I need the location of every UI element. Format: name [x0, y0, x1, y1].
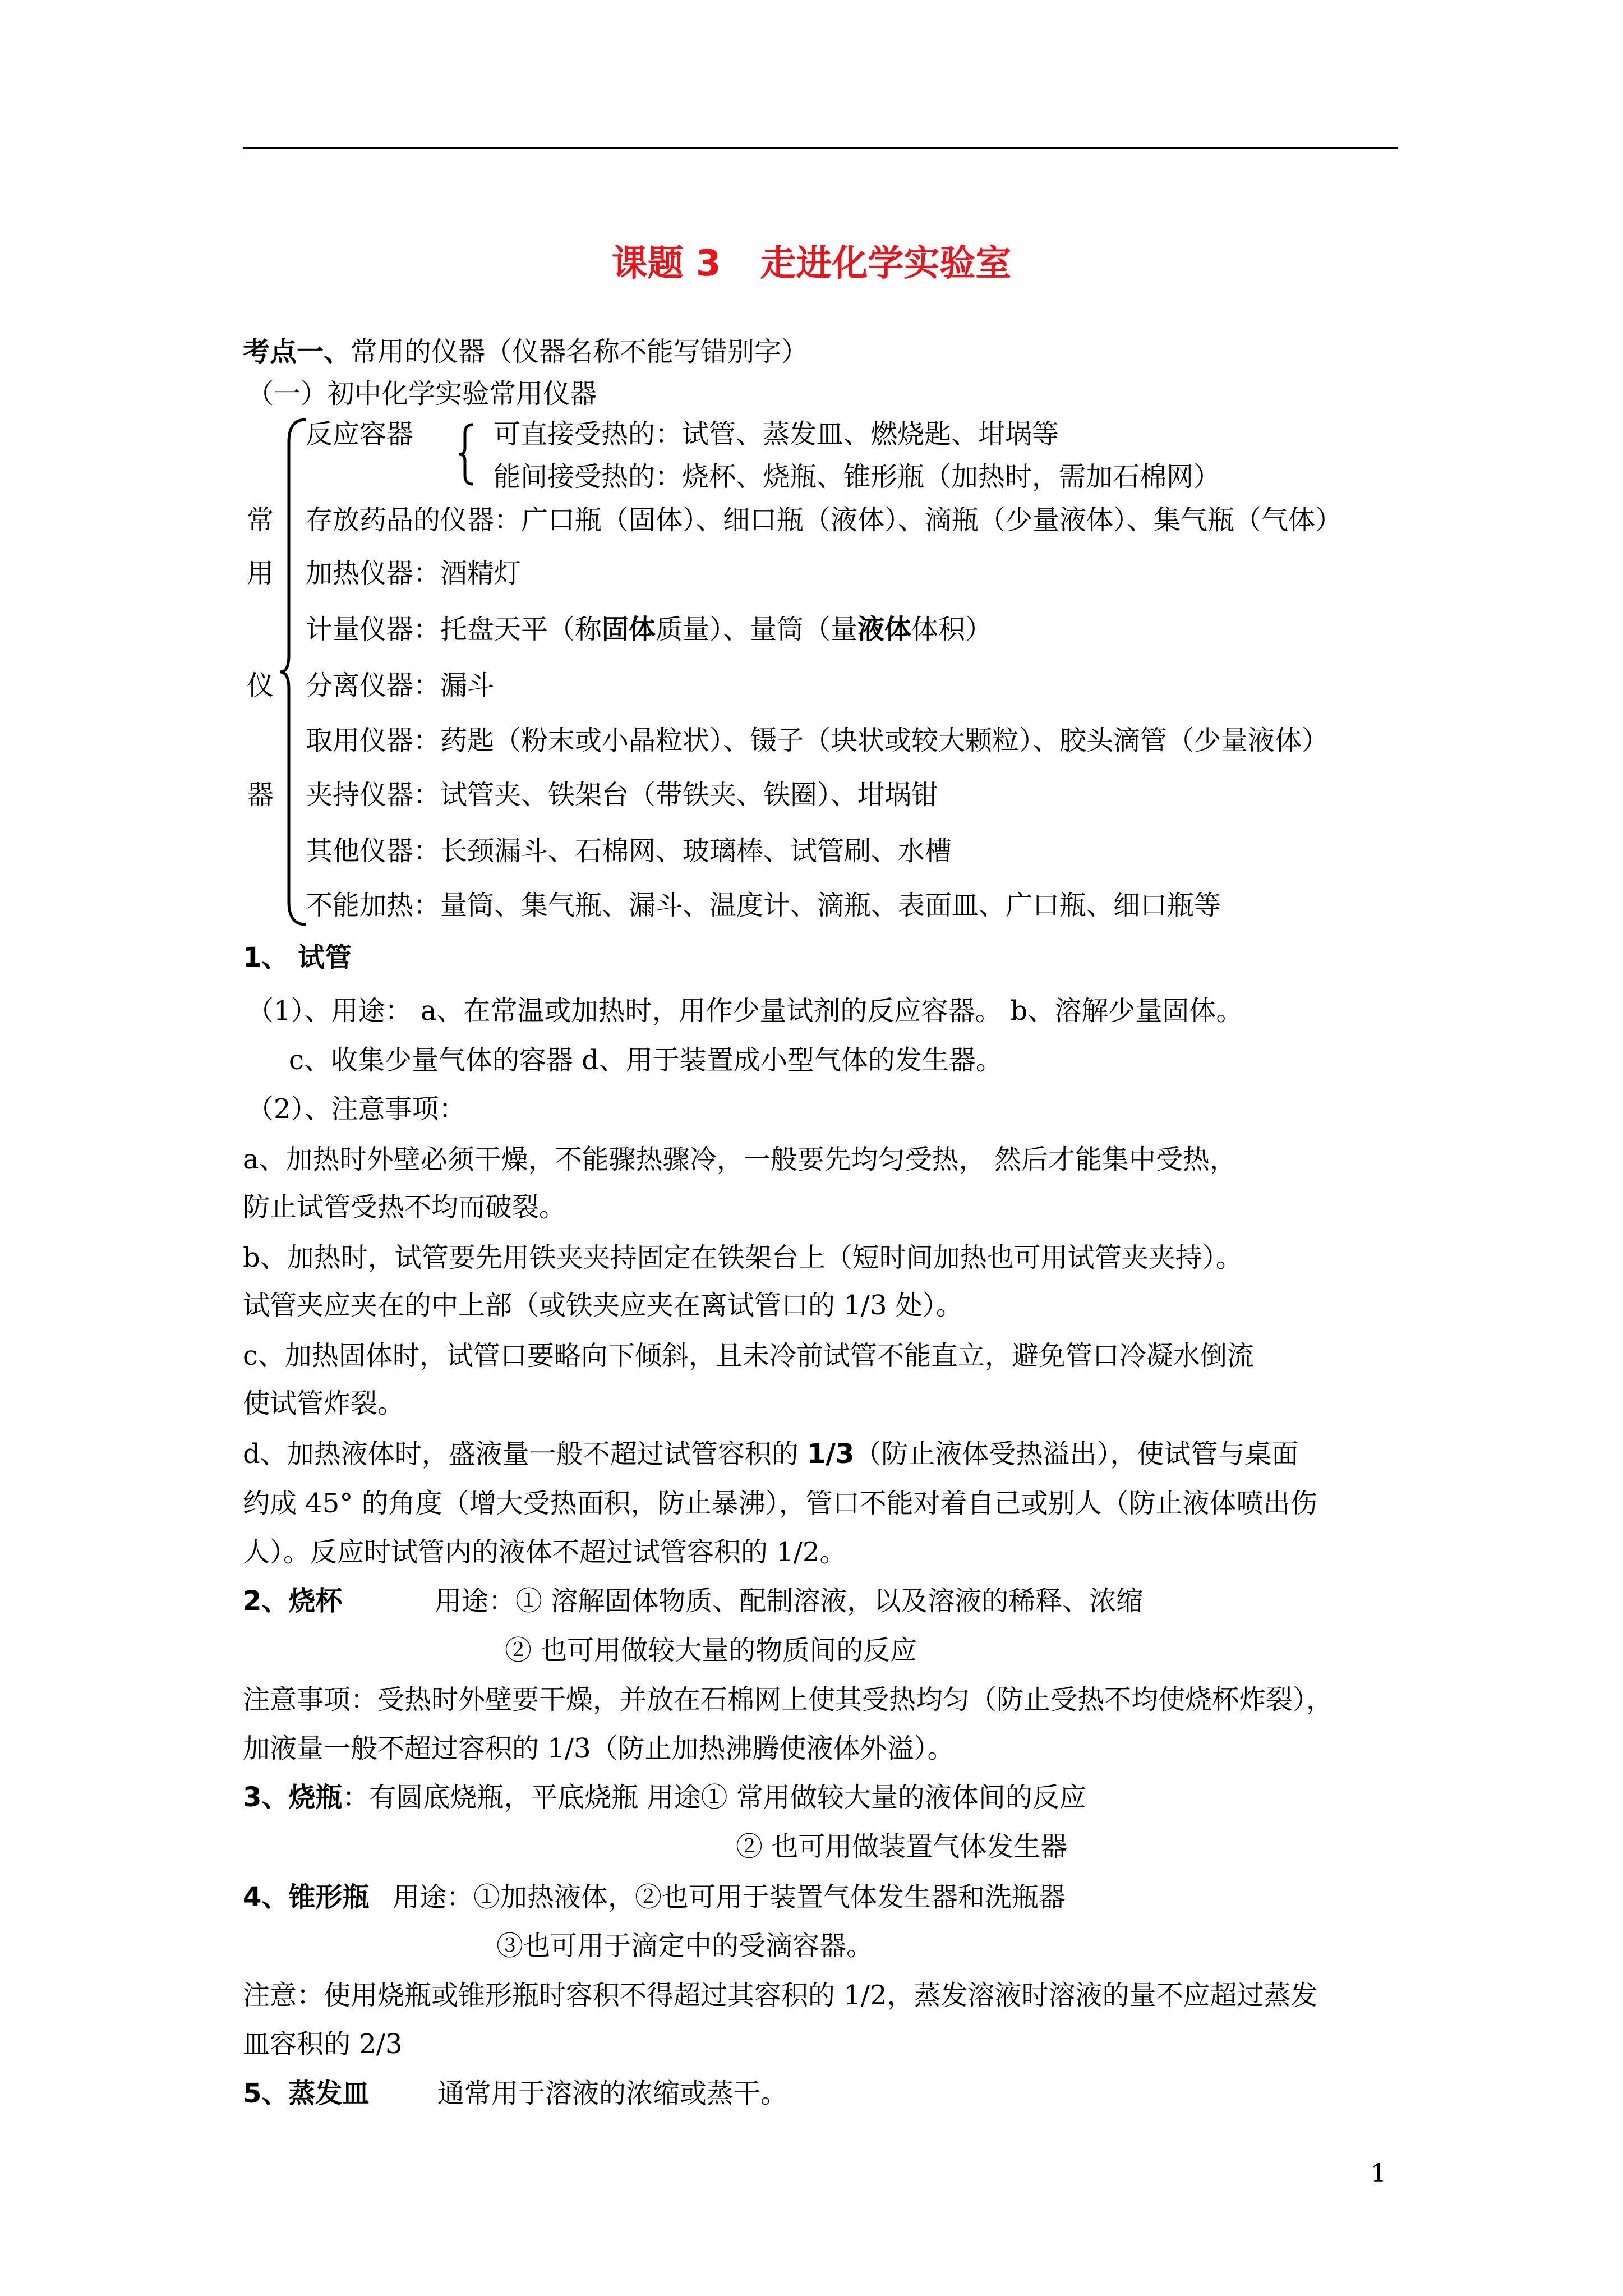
s1-d2: 约成 45° 的角度（增大受热面积，防止暴沸），管口不能对着自己或别人（防止液体喷出伤: [243, 1488, 1317, 1519]
page-title: [0, 236, 1623, 292]
note-all1: 注意：使用烧瓶或锥形瓶时容积不得超过其容积的 1/2，蒸发溶液时溶液的量不应超过蒸发: [243, 1980, 1318, 2011]
s2-note1: 注意事项：受热时外壁要干燥，并放在石棉网上使其受热均匀（防止受热不均使烧杯炸裂），: [243, 1684, 1334, 1715]
take-line: 取用仪器：药匙（粉末或小晶粒状）、镊子（块状或较大颗粒）、胶头滴管（少量液体）: [306, 725, 1329, 756]
measure-line: 计量仪器：托盘天平（称固体质量）、量筒（量液体体积）: [306, 614, 993, 645]
side-char-3: 仪: [247, 670, 274, 701]
s1-c1: c、加热固体时，试管口要略向下倾斜，且未冷前试管不能直立，避免管口冷凝水倒流: [243, 1340, 1254, 1372]
reaction-label: 反应容器: [306, 418, 414, 450]
reaction-indirect: 能间接受热的：烧杯、烧瓶、锥形瓶（加热时，需加石棉网）: [494, 461, 1221, 493]
storage-line: 存放药品的仪器：广口瓶（固体）、细口瓶（液体）、滴瓶（少量液体）、集气瓶（气体）: [306, 504, 1343, 536]
reaction-brace: [457, 424, 479, 485]
s2-heading: 2、烧杯: [243, 1585, 343, 1617]
s2-note2: 加液量一般不超过容积的 1/3（防止加热沸腾使液体外溢）。: [243, 1733, 955, 1764]
s2-use1: 用途：① 溶解固体物质、配制溶液，以及溶液的稀释、浓缩: [435, 1585, 1144, 1617]
s1-use2: c、收集少量气体的容器 d、用于装置成小型气体的发生器。: [289, 1045, 1003, 1076]
s1-b2: 试管夹应夹在的中上部（或铁夹应夹在离试管口的 1/3 处）。: [243, 1290, 963, 1321]
s4-use2: ③也可用于滴定中的受滴容器。: [496, 1930, 874, 1962]
kaodian-heading: 考点一、常用的仪器（仪器名称不能写错别字）: [243, 336, 809, 367]
s1-c2: 使试管炸裂。: [243, 1388, 405, 1419]
heating-line: 加热仪器：酒精灯: [306, 558, 522, 589]
s1-note-heading: （2）、注意事项：: [247, 1093, 466, 1125]
separate-line: 分离仪器：漏斗: [306, 670, 495, 701]
reaction-direct: 可直接受热的：试管、蒸发皿、燃烧匙、坩埚等: [494, 418, 1059, 450]
s3-use2: ② 也可用做装置气体发生器: [736, 1831, 1068, 1862]
s3-line1: 3、烧瓶：有圆底烧瓶，平底烧瓶 用途① 常用做较大量的液体间的反应: [243, 1782, 1086, 1813]
note-all2: 皿容积的 2/3: [243, 2028, 403, 2060]
side-char-4: 器: [247, 779, 274, 811]
s1-b1: b、加热时，试管要先用铁夹夹持固定在铁架台上（短时间加热也可用试管夹夹持）。: [243, 1242, 1243, 1273]
hold-line: 夹持仪器：试管夹、铁架台（带铁夹、铁圈）、坩埚钳: [306, 779, 939, 811]
s4-use1: 用途：①加热液体，②也可用于装置气体发生器和洗瓶器: [393, 1881, 1066, 1913]
no-heat-line: 不能加热：量筒、集气瓶、漏斗、温度计、滴瓶、表面皿、广口瓶、细口瓶等: [306, 890, 1221, 921]
side-char-2: 用: [247, 558, 274, 589]
title-label: 课题 3: [611, 243, 721, 284]
s1-heading: 1、 试管: [243, 942, 352, 973]
sub-heading: （一）初中化学实验常用仪器: [247, 378, 597, 409]
s5-heading: 5、蒸发皿: [243, 2078, 370, 2109]
side-char-1: 常: [247, 504, 274, 536]
s1-a2: 防止试管受热不均而破裂。: [243, 1191, 566, 1223]
s1-a1: a、加热时外壁必须干燥，不能骤热骤冷，一般要先均匀受热， 然后才能集中受热，: [243, 1144, 1237, 1175]
other-line: 其他仪器：长颈漏斗、石棉网、玻璃棒、试管刷、水槽: [306, 835, 952, 867]
s4-heading: 4、锥形瓶: [243, 1881, 370, 1913]
s1-use1: （1）、用途： a、在常温或加热时，用作少量试剂的反应容器。 b、溶解少量固体。: [247, 995, 1243, 1027]
s1-d3: 人）。反应时试管内的液体不超过试管容积的 1/2。: [243, 1536, 847, 1568]
s2-use2: ② 也可用做较大量的物质间的反应: [505, 1635, 917, 1666]
page-number: 1: [1371, 2159, 1386, 2188]
s5-use1: 通常用于溶液的浓缩或蒸干。: [437, 2078, 788, 2109]
header-rule: [243, 147, 1398, 149]
title-name: 走进化学实验室: [760, 243, 1012, 284]
s1-d1: d、加热液体时，盛液量一般不超过试管容积的 1/3（防止液体受热溢出），使试管与桌面: [243, 1438, 1299, 1470]
